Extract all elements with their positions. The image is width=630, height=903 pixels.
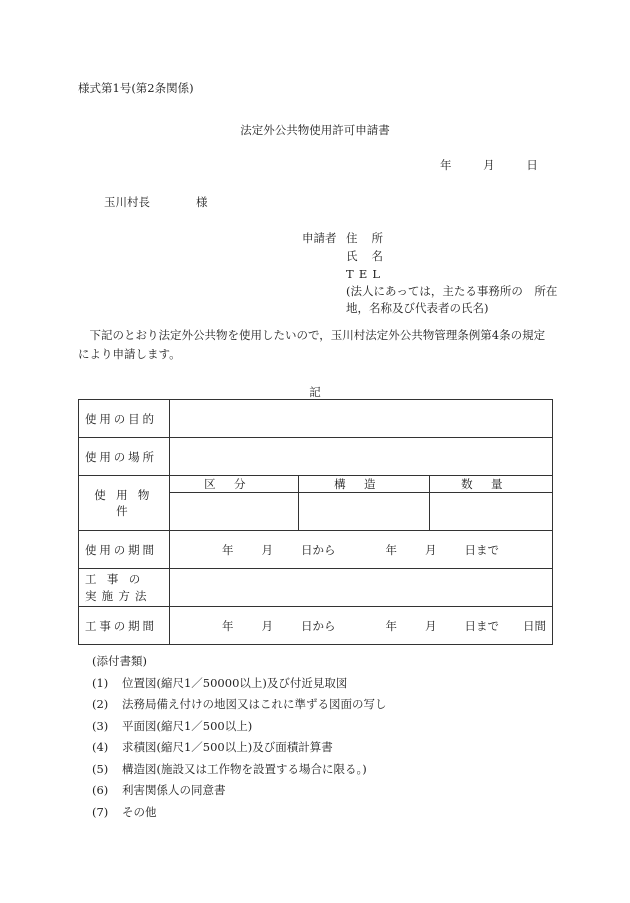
period-end-day: 日まで [464,542,499,557]
place-field[interactable] [170,438,553,476]
place-label: 使用の場所 [79,438,170,476]
applicant-note: (法人にあっては，主たる事務所の 所在地，名称及び代表者の氏名) [346,284,558,315]
work-days: 日間 [523,618,546,633]
applicant-address-label: 住 所 [346,231,389,245]
date-month: 月 [483,158,495,172]
kozo-field[interactable] [299,493,430,531]
period-end-year: 年 [385,542,397,557]
method-label-line2: 実施方法 [85,588,152,603]
period-start-day: 日から [301,542,336,557]
work-start-day: 日から [301,618,336,633]
col-suryo: 数量 [430,476,553,493]
period-label: 使用の期間 [79,531,170,569]
date-year: 年 [440,158,452,172]
application-statement: 下記のとおり法定外公共物を使用したいので，玉川村法定外公共物管理条例第4条の規定により申請します。 [78,328,546,361]
work-end-year: 年 [385,618,397,633]
col-kozo: 構造 [299,476,430,493]
kubun-field[interactable] [170,493,299,531]
document-title: 法定外公共物使用許可申請書 [240,123,390,137]
work-start-month: 月 [261,618,273,633]
ki-heading: 記 [309,385,321,399]
work-start-year: 年 [222,618,234,633]
addressee-honorific: 様 [196,195,208,209]
method-label [79,569,170,607]
date-line [440,157,538,173]
period-field[interactable] [170,531,553,569]
form-number-label: 様式第1号(第2条関係) [78,81,194,95]
applicant-name-label: 氏 名 [346,249,389,263]
method-field[interactable] [170,569,553,607]
method-label-line1: 工事の [85,571,151,586]
list-item: (6) 利害関係人の同意書 [92,783,226,797]
period-start-month: 月 [261,542,273,557]
applicant-label: 申請者 [302,231,337,245]
list-item: (2) 法務局備え付けの地図又はこれに準ずる図面の写し [92,697,387,711]
purpose-field[interactable] [170,400,553,438]
suryo-field[interactable] [430,493,553,531]
list-item: (1) 位置図(縮尺1／50000以上)及び付近見取図 [92,675,348,690]
col-kubun: 区分 [170,476,299,493]
applicant-tel-label: TEL [346,267,386,281]
list-item: (7) その他 [92,804,157,819]
period-end-month: 月 [425,542,437,557]
addressee [104,194,208,210]
work-end-month: 月 [425,618,437,633]
application-table [78,399,553,645]
attachments-list [92,651,387,823]
work-period-field[interactable] [170,607,553,645]
list-item: (5) 構造図(施設又は工作物を設置する場合に限る。) [92,761,367,776]
applicant-block [302,229,566,317]
purpose-label: 使用の目的 [79,400,170,438]
list-item: (3) 平面図(縮尺1／500以上) [92,718,253,733]
addressee-name: 玉川村長 [104,195,150,209]
work-end-day: 日まで [464,618,499,633]
property-label: 使用物件 [79,476,170,531]
attachments-heading: (添付書類) [92,654,147,668]
work-period-label: 工事の期間 [79,607,170,645]
period-start-year: 年 [222,542,234,557]
list-item: (4) 求積図(縮尺1／500以上)及び面積計算書 [92,740,333,754]
date-day: 日 [526,158,538,172]
